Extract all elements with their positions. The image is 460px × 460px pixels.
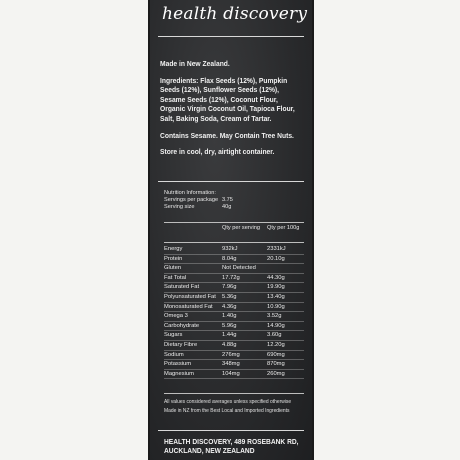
nutrition-row [164,255,304,265]
per-serving-value: 5.96g [222,322,237,329]
per-serving-value: 1.40g [222,313,237,320]
footnote-averages: All values considered averages unless specified otherwise [164,399,292,405]
per-serving-value: 7.96g [222,284,237,291]
nutrition-row [164,274,304,284]
address-line-1: HEALTH DISCOVERY, 489 ROSEBANK RD, [164,437,299,446]
nutrition-row [164,312,304,322]
nutrient-label: Omega 3 [164,313,188,320]
nutrient-label: Magnesium [164,370,194,377]
nutrient-label: Fat Total [164,274,187,281]
per-serving-value: Not Detected [222,265,256,272]
per-serving-value: 5.36g [222,293,237,300]
nutrient-label: Energy [164,246,183,252]
allergen-text: Contains Sesame. May Contain Tree Nuts. [160,130,294,140]
product-label-panel [150,0,312,460]
storage-text: Store in cool, dry, airtight container. [160,147,275,157]
nutrition-row [164,293,304,303]
nutrition-row [164,322,304,332]
nutrition-top-divider [158,181,304,182]
per-100g-value: 13.40g [267,293,285,300]
footnotes [164,398,303,416]
per-100g-value: 3.52g [267,313,282,320]
nutrition-row [164,370,304,380]
per-100g-value: 260mg [267,370,285,377]
label-intro [160,59,298,164]
col2-header: Qty per 100g [267,225,300,231]
address-divider [158,430,304,431]
company-address [164,437,299,455]
per-serving-value: 104mg [222,370,240,377]
per-serving-value: 932kJ [222,246,238,252]
nutrition-row [164,360,304,370]
panel-right-edge [312,0,314,460]
per-100g-value [267,264,302,273]
per-100g-value: 20.10g [267,255,285,262]
nutrient-label: Monosaturated Fat [164,303,213,310]
per-serving-value: 8.04g [222,255,237,262]
nutrient-label: Polyunsaturated Fat [164,293,216,300]
nutrition-table [164,245,304,379]
nutrition-header-line [164,222,304,223]
col1-header: Qty per serving [222,225,260,231]
nutrition-row [164,303,304,313]
nutrient-label: Gluten [164,265,182,272]
made-in-text: Made in New Zealand. [160,59,230,68]
per-100g-value: 12.20g [267,341,285,348]
nutrition-title: Nutrition Information: [164,190,216,196]
address-line-2: AUCKLAND, NEW ZEALAND [164,446,255,455]
nutrition-summary [164,190,304,212]
nutrient-label: Protein [164,255,183,262]
per-100g-value: 44.30g [267,274,285,281]
per-100g-value: 2331kJ [267,246,286,252]
servings-value: 3.75 [222,197,233,204]
per-100g-value: 14.90g [267,322,285,329]
servings-label: Servings per package [164,197,219,204]
nutrient-label: Sodium [164,351,184,358]
footnote-origin: Made in NZ from the Best Local and Imported Ingredients [164,408,290,414]
nutrition-row [164,351,304,361]
nutrient-label: Carbohydrate [164,322,200,329]
nutrition-row [164,245,304,255]
nutrition-row [164,264,304,274]
nutrition-bottom-line [164,393,304,394]
nutrient-label: Saturated Fat [164,284,200,291]
per-100g-value: 870mg [267,361,285,368]
brand-logo-text: health discovery [162,4,308,24]
per-serving-value: 1.44g [222,332,237,339]
per-serving-value: 17.72g [222,274,240,281]
nutrition-row [164,283,304,293]
per-serving-value: 4.36g [222,303,237,310]
ingredients-text: Ingredients: Flax Seeds (12%), Pumpkin Seeds (12%), Sunflower Seeds (12%), Sesame Seeds (12%), Coconut Flour, Organic Virgin Coconut Oil, Tapioca Flour, Salt, Baking Soda, Cream of Tartar. [160,75,295,123]
nutrient-label: Sugars [164,332,183,339]
per-100g-value: 19.90g [267,284,285,291]
serving-size-label: Serving size [164,204,195,211]
per-100g-value: 690mg [267,351,285,358]
per-100g-value: 3.60g [267,332,282,339]
per-serving-value: 4.88g [222,341,237,348]
per-100g-value: 10.90g [267,303,285,310]
nutrient-label: Potassium [164,361,192,368]
nutrient-label: Dietary Fibre [164,341,198,348]
nutrition-rows-line [164,242,304,243]
serving-size-value: 40g [222,204,232,211]
top-divider [158,36,304,37]
nutrition-row [164,341,304,351]
per-serving-value: 276mg [222,351,240,358]
nutrition-row [164,331,304,341]
nutrition-header [164,225,304,241]
per-serving-value: 348mg [222,361,240,368]
